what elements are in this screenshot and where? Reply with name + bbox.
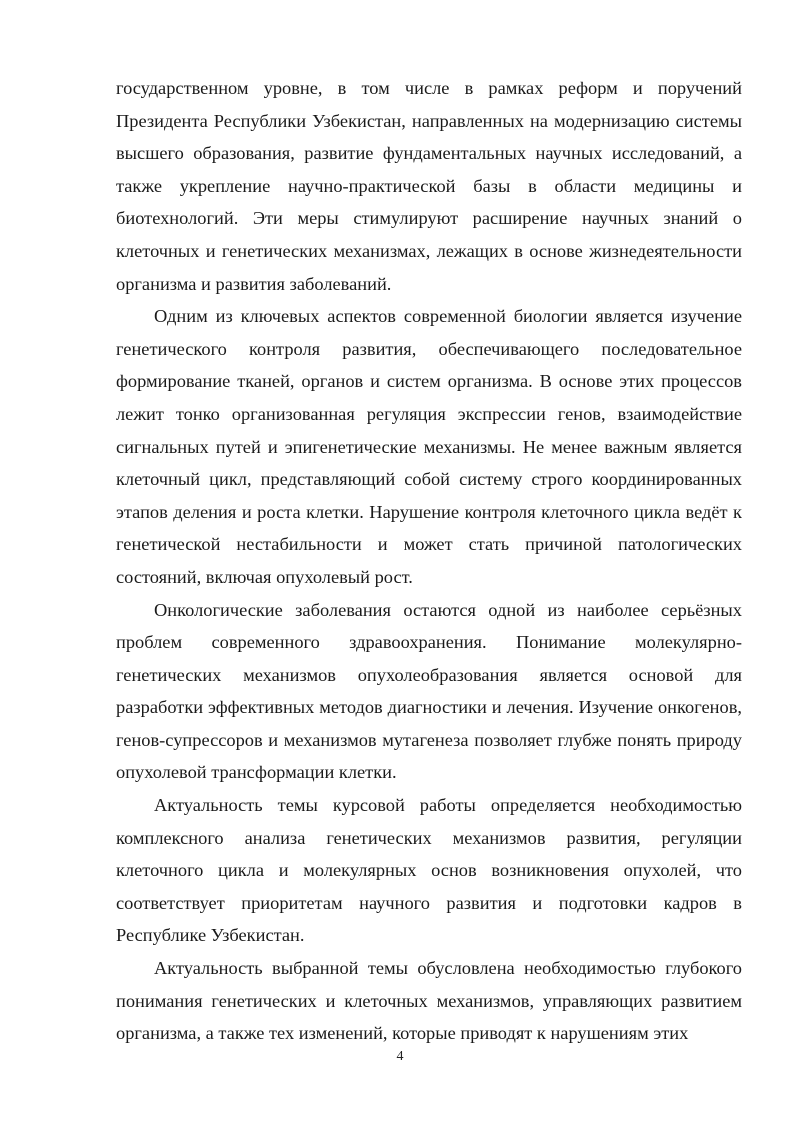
- paragraph-continuation: государственном уровне, в том числе в рамках реформ и поручений Президента Республики Узбекистан, направленных на модернизацию системы высшего образования, развитие фундаментальных научных исследований, а также укрепление научно-практической базы в области медицины и биотехнологий. Эти меры стимулируют расширение научных знаний о клеточных и генетических механизмах, лежащих в основе жизнедеятельности организма и развития заболеваний.: [116, 78, 742, 294]
- paragraph: Одним из ключевых аспектов современной биологии является изучение генетического контроля развития, обеспечивающего последовательное формирование тканей, органов и систем организма. В основе этих процессов лежит тонко организованная регуляция экспрессии генов, взаимодействие сигнальных путей и эпигенетические механизмы. Не менее важным является клеточный цикл, представляющий собой систему строго координированных этапов деления и роста клетки. Нарушение контроля клеточного цикла ведёт к генетической нестабильности и может стать причиной патологических состояний, включая опухолевый рост.: [116, 306, 742, 587]
- paragraph: Онкологические заболевания остаются одной из наиболее серьёзных проблем современного здравоохранения. Понимание молекулярно-генетических механизмов опухолеобразования является основой для разработки эффективных методов диагностики и лечения. Изучение онкогенов, генов-супрессоров и механизмов мутагенеза позволяет глубже понять природу опухолевой трансформации клетки.: [116, 599, 742, 783]
- paragraph: Актуальность выбранной темы обусловлена необходимостью глубокого понимания генетических и клеточных механизмов, управляющих развитием организма, а также тех изменений, которые приводят к нарушениям этих: [116, 958, 742, 1044]
- body-text: [116, 72, 742, 1050]
- page-number: 4: [396, 1049, 404, 1064]
- paragraph: Актуальность темы курсовой работы определяется необходимостью комплексного анализа генетических механизмов развития, регуляции клеточного цикла и молекулярных основ возникновения опухолей, что соответствует приоритетам научного развития и подготовки кадров в Республике Узбекистан.: [116, 795, 742, 946]
